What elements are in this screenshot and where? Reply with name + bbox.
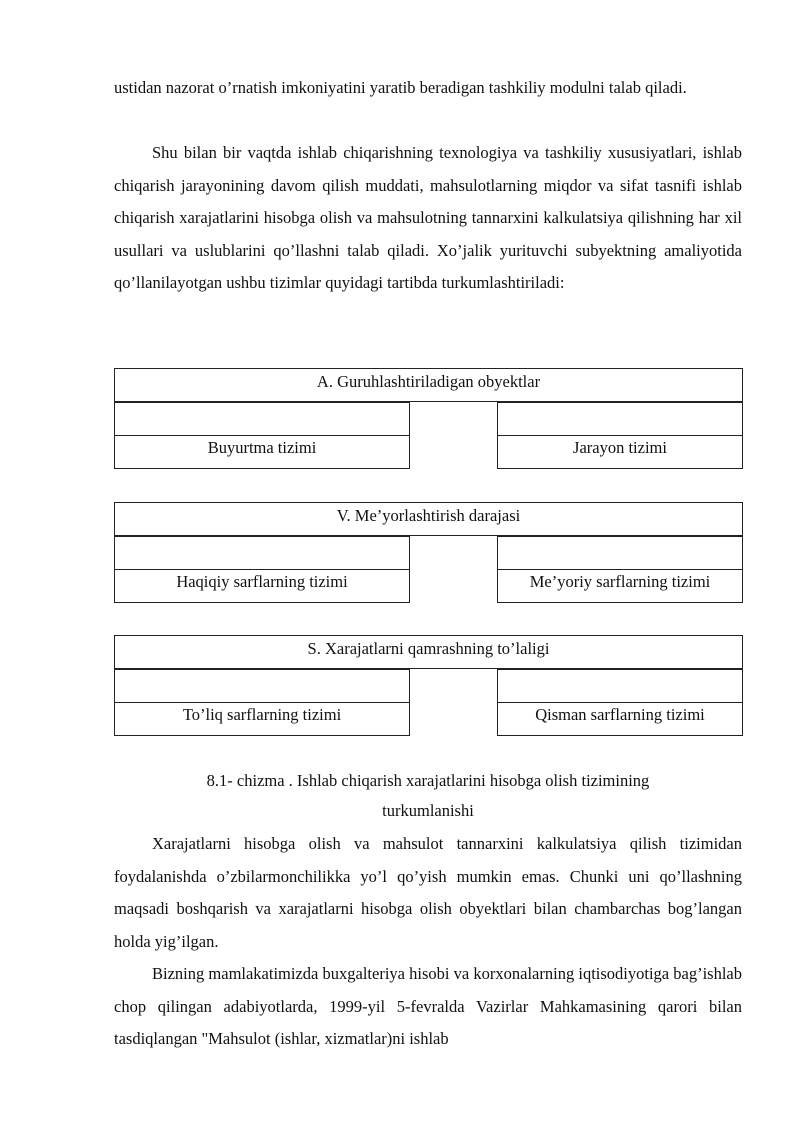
group-s-left-connector: [114, 669, 410, 703]
group-s-right-box: [497, 702, 743, 736]
diagram-caption: [114, 768, 742, 824]
group-v-right-box: [497, 569, 743, 603]
group-v-left-box: [114, 569, 410, 603]
group-a-left-box: [114, 435, 410, 469]
group-a-left-connector: [114, 402, 410, 436]
group-a-right-label: Jarayon tizimi: [573, 438, 667, 457]
group-a-title-box: [114, 368, 743, 402]
group-a-right-box: [497, 435, 743, 469]
group-a-right-connector: [497, 402, 743, 436]
paragraph-2: Shu bilan bir vaqtda ishlab chiqarishning texnologiya va tashkiliy xususiyatlari, ishlab chiqarish jarayonining davom qilish muddati, mahsulotlarning miqdor va sifat tasnifi ishlab chiqarish xarajatlarini hisobga olish va mahsulotning tannarxini kalkulatsiya qilishning har xil usullari va uslublarini qo’llashni talab qiladi. Xo’jalik yurituvchi subyektning amaliyotida qo’llanilayotgan ushbu tizimlar quyidagi tartibda turkumlashtiriladi:: [114, 143, 742, 292]
paragraph-1: ustidan nazorat o’rnatish imkoniyatini yaratib beradigan tashkiliy modulni talab qiladi.: [114, 78, 687, 97]
group-s-title: S. Xarajatlarni qamrashning to’laligi: [307, 639, 550, 658]
group-s-left-box: [114, 702, 410, 736]
group-v-title-box: [114, 502, 743, 536]
caption-line-1: 8.1- chizma . Ishlab chiqarish xarajatlarini hisobga olish tizimining: [206, 771, 650, 790]
group-s-right-connector: [497, 669, 743, 703]
paragraph-3: Xarajatlarni hisobga olish va mahsulot tannarxini kalkulatsiya qilish tizimidan foydalanishda o’zbilarmonchilikka yo’l qo’yish mumkin emas. Chunki uni qo’llashning maqsadi boshqarish va xarajatlarni hisobga olish obyektlari bilan chambarchas bog’langan holda yig’ilgan.: [114, 834, 742, 951]
group-v-title: V. Me’yorlashtirish darajasi: [336, 506, 521, 525]
group-a-left-label: Buyurtma tizimi: [207, 438, 317, 457]
paragraph-4: Bizning mamlakatimizda buxgalteriya hisobi va korxonalarning iqtisodiyotiga bag’ishlab chop qilingan adabiyotlarda, 1999-yil 5-fevralda Vazirlar Mahkamasining qarori bilan tasdiqlangan "Mahsulot (ishlar, xizmatlar)ni ishlab: [114, 964, 742, 1048]
group-a-title: A. Guruhlashtiriladigan obyektlar: [316, 372, 541, 391]
caption-line-2: turkumlanishi: [382, 801, 474, 820]
group-s-title-box: [114, 635, 743, 669]
group-s-right-label: Qisman sarflarning tizimi: [535, 705, 705, 724]
group-v-left-label: Haqiqiy sarflarning tizimi: [176, 572, 348, 591]
group-v-left-connector: [114, 536, 410, 570]
group-v-right-connector: [497, 536, 743, 570]
group-s-left-label: To’liq sarflarning tizimi: [182, 705, 342, 724]
group-v-right-label: Me’yoriy sarflarning tizimi: [529, 572, 711, 591]
